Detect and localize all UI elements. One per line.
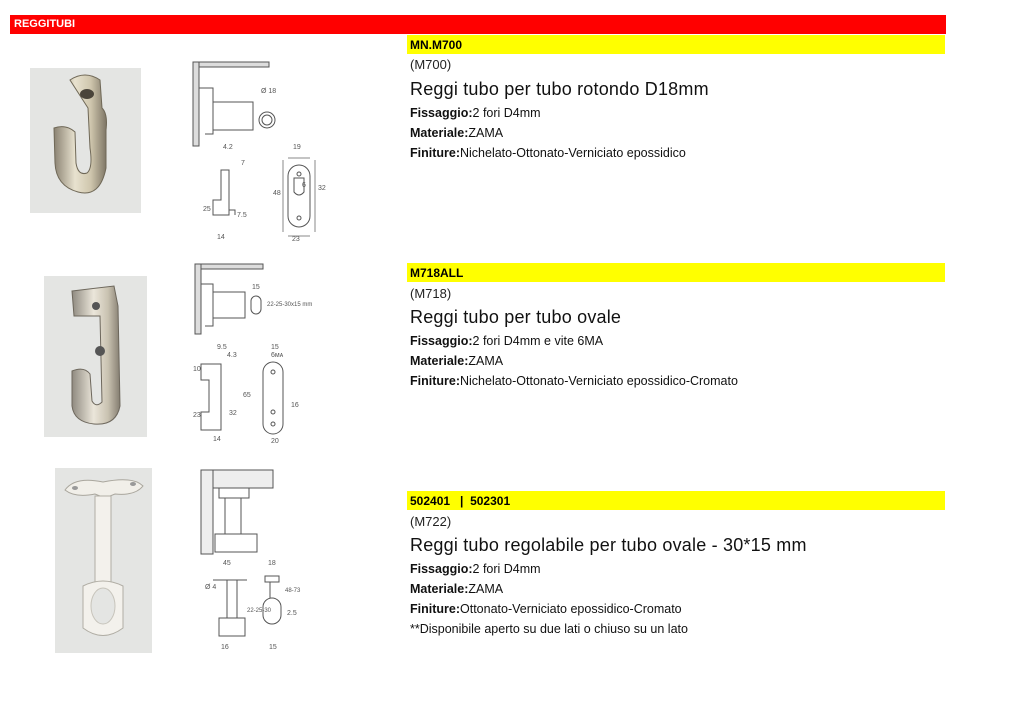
dim-w1: 4.2 — [223, 144, 233, 151]
product-title: Reggi tubo regolabile per tubo ovale - 30*15 mm — [410, 535, 807, 555]
spec-label: Fissaggio: — [410, 562, 473, 576]
spec-note: **Disponibile aperto su due lati o chiuso su un lato — [410, 622, 688, 636]
dim-h: 15 — [269, 644, 277, 651]
dim-a: 9.5 — [217, 344, 227, 351]
dim-g: 16 — [291, 402, 299, 409]
dim-g: 16 — [221, 644, 229, 651]
dim-dia: Ø 18 — [261, 88, 277, 95]
spec-label: Finiture: — [410, 602, 460, 616]
product-photo-m700 — [30, 68, 141, 213]
product-ref: (M700) — [410, 57, 452, 72]
spec-finiture — [410, 602, 682, 616]
spec-label: Materiale: — [410, 126, 469, 140]
spec-value: ZAMA — [468, 582, 504, 596]
spec-label: Fissaggio: — [410, 106, 473, 120]
section-title: REGGITUBI — [14, 18, 76, 30]
product-code: MN.M700 — [410, 38, 463, 52]
product-code: M718ALL — [410, 266, 464, 280]
dim-t: 7 — [241, 160, 245, 167]
spec-materiale — [410, 354, 503, 368]
drawing-svg-m718 — [185, 262, 335, 450]
dim-b2: 23 — [292, 236, 300, 243]
spec-label: Finiture: — [410, 374, 460, 388]
spec-label: Finiture: — [410, 146, 460, 160]
spec-fissaggio — [410, 562, 541, 576]
dim-oval: 22-25-30x15 mm — [267, 302, 313, 308]
product-title: Reggi tubo per tubo rotondo D18mm — [410, 79, 709, 99]
technical-drawing-m722 — [185, 468, 335, 656]
dim-h1: 48 — [273, 190, 281, 197]
dim-c: 15 — [271, 344, 279, 351]
dim-j: 20 — [271, 438, 279, 445]
bracket-photo-icon — [55, 468, 152, 653]
spec-value: ZAMA — [468, 126, 504, 140]
spec-fissaggio — [410, 334, 603, 348]
dim-k: 10 — [193, 366, 201, 373]
spec-value: 2 fori D4mm — [472, 106, 541, 120]
product-ref: (M722) — [410, 514, 452, 529]
product-code-bar — [407, 35, 945, 54]
dim-d: 22-25-30 — [247, 608, 272, 614]
spec-materiale — [410, 126, 503, 140]
dim-b: 4.3 — [227, 352, 237, 359]
spec-finiture — [410, 146, 686, 160]
dim-c: Ø 4 — [205, 584, 217, 591]
drawing-svg-m700 — [185, 60, 335, 248]
dim-e: 48-73 — [285, 588, 301, 594]
spec-label: Materiale: — [410, 582, 469, 596]
product-title: Reggi tubo per tubo ovale — [410, 307, 622, 327]
drawing-svg-m722 — [185, 468, 335, 656]
dim-b1: 14 — [217, 234, 225, 241]
spec-fissaggio — [410, 106, 541, 120]
dim-a: 45 — [223, 560, 231, 567]
product-photo-m722 — [55, 468, 152, 653]
spec-label: Fissaggio: — [410, 334, 473, 348]
spec-value: ZAMA — [468, 354, 504, 368]
bracket-photo-icon — [30, 68, 141, 213]
spec-value: Nichelato-Ottonato-Verniciato epossidico — [460, 146, 686, 160]
dim-w2: 19 — [293, 144, 301, 151]
product-code-bar — [407, 263, 945, 282]
spec-materiale — [410, 582, 503, 596]
dim-f: 2.5 — [287, 610, 297, 617]
product-ref: (M718) — [410, 286, 452, 301]
dim-d: 6ᴍᴀ — [271, 352, 284, 359]
section-header-bar — [10, 15, 946, 34]
technical-drawing-m718 — [185, 262, 335, 450]
dim-b: 18 — [268, 560, 276, 567]
dim-s1: 25 — [203, 206, 211, 213]
product-code-bar — [407, 491, 945, 510]
dim-s2: 7.5 — [237, 212, 247, 219]
technical-drawing-m700 — [185, 60, 335, 248]
dim-f: 32 — [229, 410, 237, 417]
dim-h2: 32 — [318, 185, 326, 192]
product-code: 502401 | 502301 — [410, 494, 511, 508]
dim-e: 65 — [243, 392, 251, 399]
dim-w: 15 — [252, 284, 260, 291]
dim-h: 23 — [193, 412, 201, 419]
spec-value: 2 fori D4mm — [472, 562, 541, 576]
product-photo-m718 — [44, 276, 147, 437]
dim-i: 14 — [213, 436, 221, 443]
bracket-photo-icon — [44, 276, 147, 437]
spec-value: Nichelato-Ottonato-Verniciato epossidico-Cromato — [460, 374, 738, 388]
dim-c: 6 — [302, 182, 306, 189]
spec-label: Materiale: — [410, 354, 469, 368]
spec-value: Ottonato-Verniciato epossidico-Cromato — [460, 602, 682, 616]
spec-value: 2 fori D4mm e vite 6MA — [472, 334, 604, 348]
spec-finiture — [410, 374, 738, 388]
